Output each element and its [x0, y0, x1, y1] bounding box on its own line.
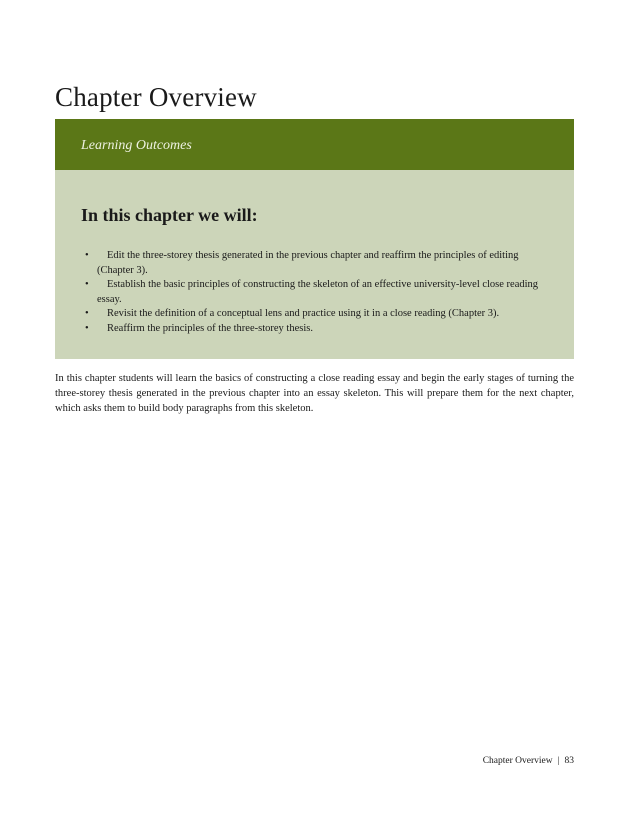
bullet-icon: • [85, 322, 89, 334]
bullet-icon: • [85, 279, 89, 290]
list-item-text: Revisit the definition of a conceptual lens and practice using it in a close reading (Chapter 3). [107, 308, 500, 319]
list-item [85, 307, 550, 322]
footer-separator: | [557, 756, 560, 766]
page-number: 83 [564, 756, 574, 766]
learning-outcomes-heading: In this chapter we will: [81, 205, 258, 225]
list-item-text: Reaffirm the principles of the three-storey thesis. [107, 322, 313, 334]
page-footer [483, 756, 574, 766]
learning-outcomes-header [55, 119, 574, 170]
learning-outcomes-list [85, 249, 550, 336]
page-title: Chapter Overview [55, 82, 257, 113]
intro-paragraph: In this chapter students will learn the basics of constructing a close reading essay and begin the early stages of turning the three-storey thesis generated in the previous chapter into an essay skeleton. This will prepare them for the next chapter, which asks them to build body paragraphs from this skeleton. [55, 373, 574, 414]
list-item [85, 278, 550, 307]
list-item-text: Establish the basic principles of constructing the skeleton of an effective university-level close reading essay. [97, 279, 539, 305]
bullet-icon: • [85, 308, 89, 319]
list-item [85, 322, 550, 337]
list-item [85, 249, 550, 278]
bullet-icon: • [85, 250, 89, 261]
learning-outcomes-box [55, 119, 574, 359]
learning-outcomes-header-label: Learning Outcomes [81, 137, 192, 153]
list-item-text: Edit the three-storey thesis generated in the previous chapter and reaffirm the principles of editing (Chapter 3). [97, 250, 519, 276]
footer-section-title: Chapter Overview [482, 756, 553, 766]
